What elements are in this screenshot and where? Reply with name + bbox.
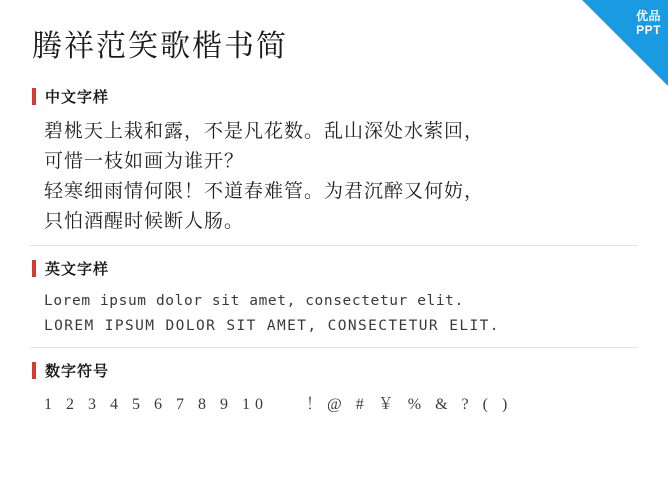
corner-ribbon (582, 0, 668, 86)
chinese-sample-line: 碧桃天上栽和露，不是凡花数。乱山深处水萦回， (44, 121, 485, 142)
section-heading-label: 数字符号 (45, 363, 110, 380)
english-sample-line-uppercase: LOREM IPSUM DOLOR SIT AMET, CONSECTETUR ELIT. (44, 318, 500, 334)
chinese-sample-text (44, 117, 638, 237)
section-numbers (30, 360, 638, 414)
section-heading-numbers (32, 360, 638, 381)
section-heading-chinese (32, 86, 638, 107)
section-divider (30, 245, 638, 246)
accent-bar-icon (32, 362, 36, 379)
section-chinese (30, 86, 638, 246)
english-sample-text (44, 289, 638, 339)
numbers-sample-row (44, 391, 638, 414)
ribbon-label-line2: PPT (636, 23, 661, 37)
section-divider (30, 347, 638, 348)
section-heading-label: 英文字样 (45, 261, 110, 278)
english-sample-line-lowercase: Lorem ipsum dolor sit amet, consectetur elit. (44, 293, 464, 309)
ribbon-label-line1: 优品 (635, 9, 661, 23)
accent-bar-icon (32, 260, 36, 277)
section-heading-english (32, 258, 638, 279)
chinese-sample-line: 可惜一枝如画为谁开？ (44, 151, 245, 172)
ribbon-label (636, 9, 661, 37)
numbers-sample-digits: 1 2 3 4 5 6 7 8 9 10 (44, 396, 268, 413)
section-heading-label: 中文字样 (45, 89, 110, 106)
section-english (30, 258, 638, 348)
accent-bar-icon (32, 88, 36, 105)
numbers-sample-symbols: ！@ # ￥ % & ? ( ) (306, 396, 513, 413)
page-title: 腾祥范笑歌楷书简 (32, 30, 288, 63)
chinese-sample-line: 只怕酒醒时候断人肠。 (44, 211, 245, 232)
chinese-sample-line: 轻寒细雨情何限！不道春难管。为君沉醉又何妨， (44, 181, 485, 202)
